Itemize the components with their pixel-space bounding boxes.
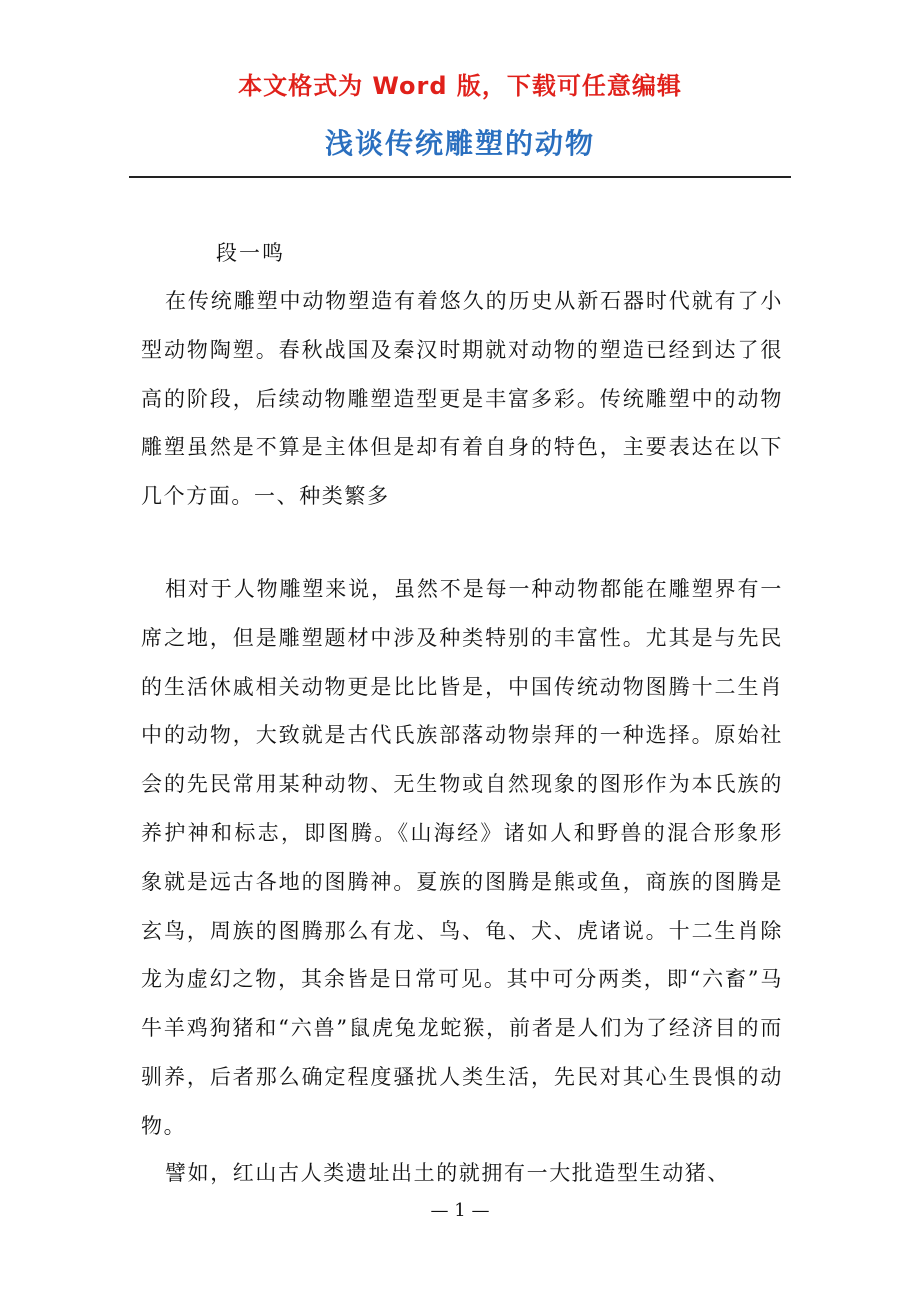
body-paragraph: 譬如，红山古人类遗址出土的就拥有一大批造型生动猪、 [165, 1161, 730, 1185]
author-name: 段一鸣 [216, 241, 285, 265]
document-title: 浅谈传统雕塑的动物 [324, 127, 595, 160]
page-number: — 1 — [430, 1200, 490, 1221]
title-divider [129, 176, 791, 178]
body-paragraph: 在传统雕塑中动物塑造有着悠久的历史从新石器时代就有了小型动物陶塑。春秋战国及秦汉时期就对动物的塑造已经到达了很高的阶段，后续动物雕塑造型更是丰富多彩。传统雕塑中的动物雕塑虽然是不算是主体但是却有着自身的特色，主要表达在以下几个方面。一、种类繁多 [141, 289, 783, 509]
format-notice-banner: 本文格式为 Word 版，下载可任意编辑 [238, 72, 682, 100]
body-paragraph: 相对于人物雕塑来说，虽然不是每一种动物都能在雕塑界有一席之地，但是雕塑题材中涉及种类特别的丰富性。尤其是与先民的生活休戚相关动物更是比比皆是，中国传统动物图腾十二生肖中的动物，大致就是古代氏族部落动物崇拜的一种选择。原始社会的先民常用某种动物、无生物或自然现象的图形作为本氏族的养护神和标志，即图腾。《山海经》诸如人和野兽的混合形象形象就是远古各地的图腾神。夏族的图腾是熊或鱼，商族的图腾是玄鸟，周族的图腾那么有龙、鸟、龟、犬、虎诸说。十二生肖除龙为虚幻之物，其余皆是日常可见。其中可分两类，即“六畜”马牛羊鸡狗猪和“六兽”鼠虎兔龙蛇猴，前者是人们为了经济目的而驯养，后者那么确定程度骚扰人类生活，先民对其心生畏惧的动物。 [141, 577, 783, 1138]
